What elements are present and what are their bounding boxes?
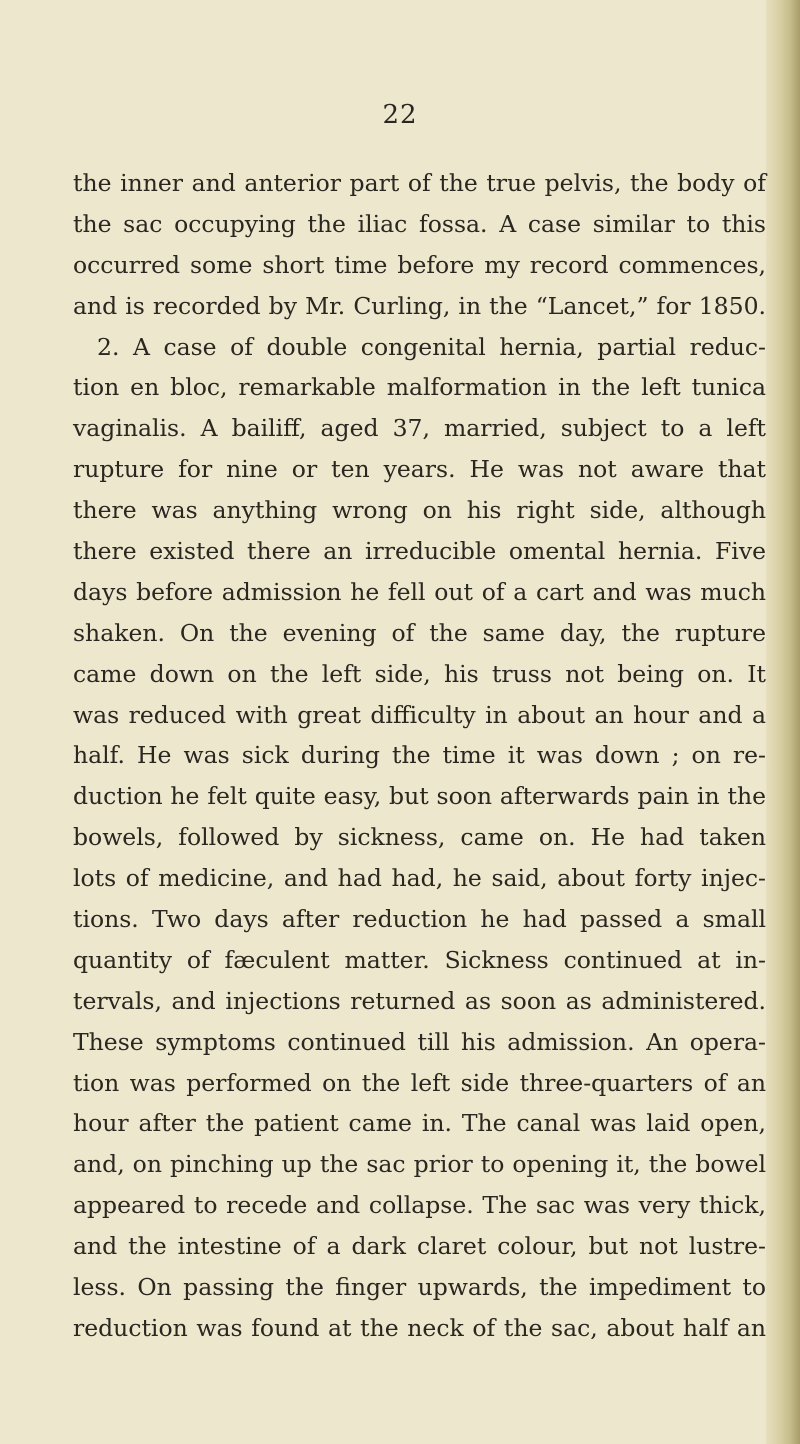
text-line: the sac occupying the iliac fossa. A case similar to this: [73, 209, 766, 238]
text-line: half. He was sick during the time it was down ; on re-: [73, 741, 766, 770]
text-line: there existed there an irreducible omental hernia. Five: [73, 537, 766, 566]
text-line: shaken. On the evening of the same day, the rupture: [73, 618, 766, 647]
text-line: lots of medicine, and had had, he said, about forty injec-: [73, 864, 766, 893]
text-line: These symptoms continued till his admission. An opera-: [73, 1027, 766, 1056]
text-line: came down on the left side, his truss not being on. It: [73, 659, 766, 688]
text-line: and, on pinching up the sac prior to opening it, the bowel: [73, 1150, 766, 1179]
text-line: hour after the patient came in. The canal was laid open,: [73, 1109, 766, 1138]
text-line: and is recorded by Mr. Curling, in the “Lancet,” for 1850.: [73, 291, 766, 320]
text-line: tions. Two days after reduction he had passed a small: [73, 905, 766, 934]
text-line: the inner and anterior part of the true pelvis, the body of: [73, 169, 766, 197]
text-line: quantity of fæculent matter. Sickness continued at in-: [73, 945, 766, 974]
text-line: tervals, and injections returned as soon as administered.: [73, 986, 766, 1015]
body-text: [73, 163, 766, 1349]
text-line: days before admission he fell out of a cart and was much: [73, 577, 766, 606]
text-line: bowels, followed by sickness, came on. He had taken: [73, 823, 766, 852]
text-line: tion was performed on the left side three-quarters of an: [73, 1068, 766, 1097]
text-line: 2. A case of double congenital hernia, partial reduc-: [97, 332, 766, 361]
page-edge-shadow: [766, 0, 800, 1444]
text-line: occurred some short time before my record commences,: [73, 250, 766, 279]
page-number: 22: [382, 100, 418, 130]
text-line: rupture for nine or ten years. He was not aware that: [73, 455, 766, 484]
text-line: was reduced with great difficulty in about an hour and a: [73, 700, 766, 729]
text-line: less. On passing the finger upwards, the impediment to: [73, 1273, 766, 1302]
text-line: and the intestine of a dark claret colour, but not lustre-: [73, 1232, 766, 1261]
text-line: appeared to recede and collapse. The sac was very thick,: [73, 1191, 766, 1220]
text-line: vaginalis. A bailiff, aged 37, married, subject to a left: [73, 414, 766, 443]
text-line: reduction was found at the neck of the sac, about half an: [73, 1313, 766, 1342]
text-line: duction he felt quite easy, but soon afterwards pain in the: [73, 782, 766, 811]
text-line: tion en bloc, remarkable malformation in the left tunica: [73, 373, 766, 402]
text-line: there was anything wrong on his right side, although: [73, 496, 766, 525]
